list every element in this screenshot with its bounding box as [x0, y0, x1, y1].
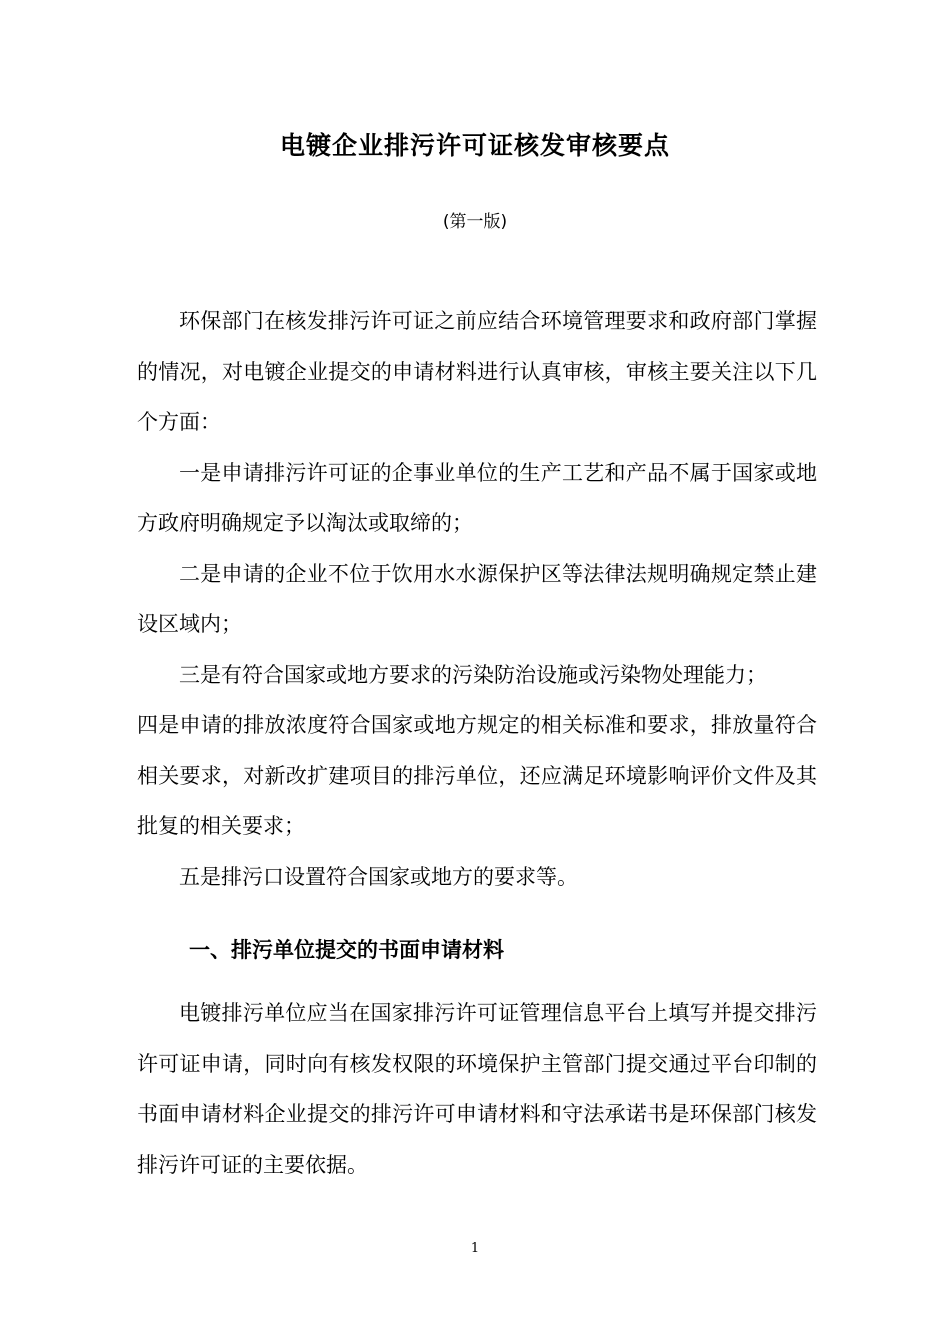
page-number: 1 — [470, 1241, 480, 1256]
intro-body — [137, 296, 817, 902]
document-title: 电镀企业排污许可证核发审核要点 — [279, 131, 670, 160]
section-one-heading: 一、排污单位提交的书面申请材料 — [189, 938, 504, 962]
section-one-paragraph: 电镀排污单位应当在国家排污许可证管理信息平台上填写并提交排污许可证申请，同时向有核发权限的环境保护主管部门提交通过平台印制的书面申请材料企业提交的排污许可申请材料和守法承诺书是环保部门核发排污许可证的主要依据。 — [137, 1001, 817, 1177]
point-two-paragraph: 二是申请的企业不位于饮用水水源保护区等法律法规明确规定禁止建设区域内； — [137, 561, 817, 636]
document-subtitle: (第一版) — [442, 212, 508, 232]
point-four-paragraph: 四是申请的排放浓度符合国家或地方规定的相关标准和要求，排放量符合相关要求，对新改扩建项目的排污单位，还应满足环境影响评价文件及其批复的相关要求； — [137, 713, 817, 838]
point-three-paragraph: 三是有符合国家或地方要求的污染防治设施或污染物处理能力； — [179, 662, 767, 687]
section-one-body — [137, 988, 817, 1190]
point-one-paragraph: 一是申请排污许可证的企事业单位的生产工艺和产品不属于国家或地方政府明确规定予以淘汰或取缔的； — [137, 460, 817, 535]
point-five-paragraph: 五是排污口设置符合国家或地方的要求等。 — [179, 864, 578, 889]
intro-paragraph: 环保部门在核发排污许可证之前应结合环境管理要求和政府部门掌握的情况，对电镀企业提交的申请材料进行认真审核，审核主要关注以下几个方面： — [137, 309, 817, 434]
